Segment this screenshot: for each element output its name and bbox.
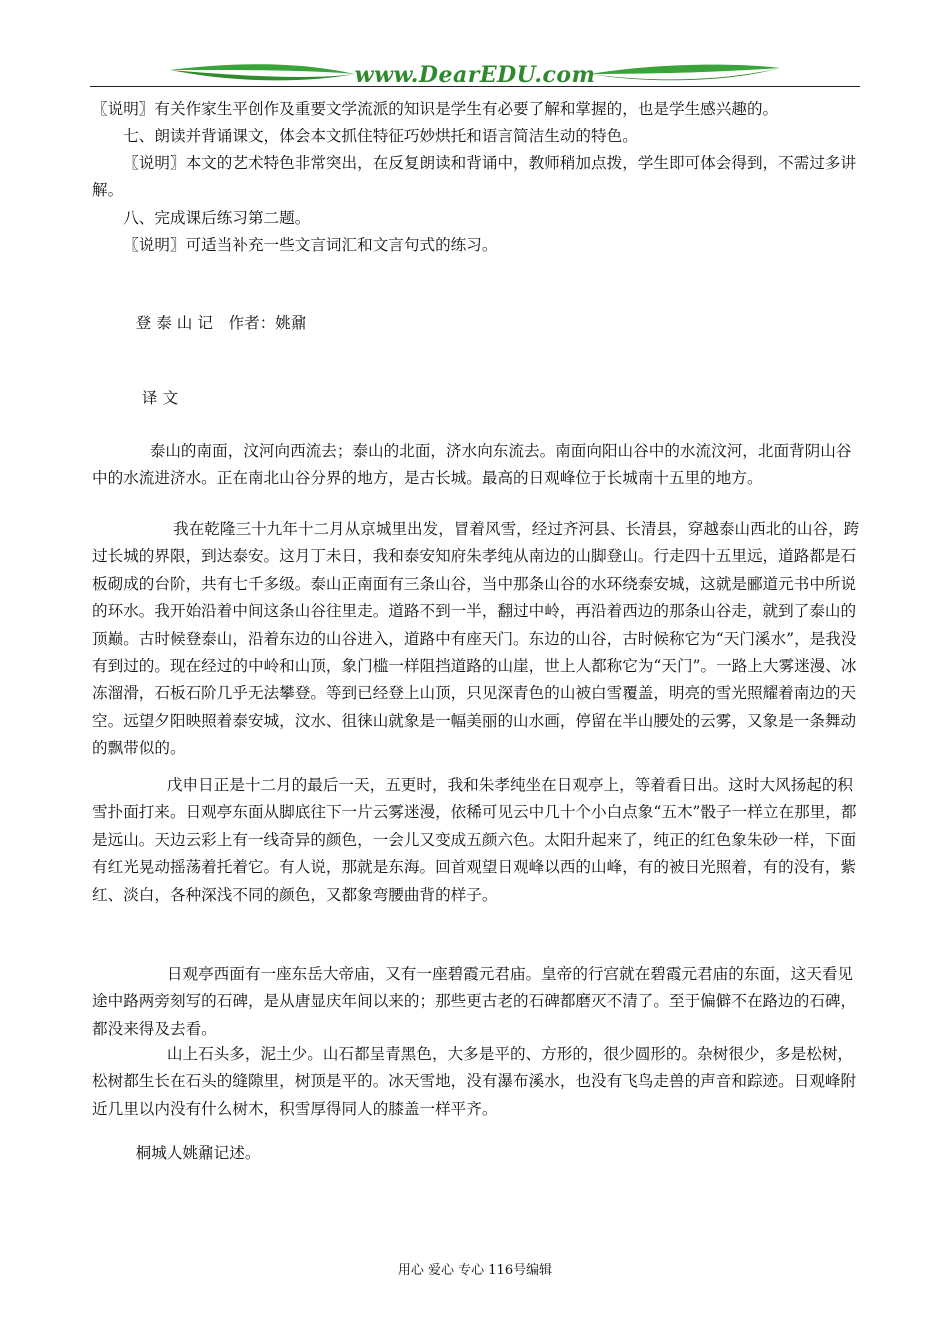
step-seven: 七、朗读并背诵课文，体会本文抓住特征巧妙烘托和语言简洁生动的特色。: [123, 127, 638, 145]
translation-paragraph-3: 戊申日正是十二月的最后一天，五更时，我和朱孝纯坐在日观亭上，等着看日出。这时大风扬起的积雪扑面打来。日观亭东面从脚底往下一片云雾迷漫，依稀可见云中几十个小白点象“五木”骰子一样立在那里，都是远山。天边云彩上有一线奇异的颜色，一会儿又变成五颜六色。太阳升起来了，纯正的红色象朱砂一样，下面有红光晃动摇荡着托着它。有人说，那就是东海。回首观望日观峰以西的山峰，有的被日光照着，有的没有，紫红、淡白，各种深浅不同的颜色，又都象弯腰曲背的样子。: [92, 776, 857, 904]
note-paragraph-1: 〖说明〗有关作家生平创作及重要文学流派的知识是学生有必要了解和掌握的，也是学生感兴趣的。: [92, 100, 779, 118]
translation-paragraph-5: 山上石头多，泥土少。山石都呈青黑色，大多是平的、方形的，很少圆形的。杂树很少，多是松树，松树都生长在石头的缝隙里，树顶是平的。冰天雪地，没有瀑布溪水，也没有飞鸟走兽的声音和踪迹。日观峰附近几里以内没有什么树木，积雪厚得同人的膝盖一样平齐。: [92, 1045, 857, 1118]
translation-paragraph-2: 我在乾隆三十九年十二月从京城里出发，冒着风雪，经过齐河县、长清县，穿越泰山西北的山谷，跨过长城的界限，到达泰安。这月丁未日，我和泰安知府朱孝纯从南边的山脚登山。行走四十五里远，道路都是石板砌成的台阶，共有七千多级。泰山正南面有三条山谷，当中那条山谷的水环绕泰安城，这就是郦道元书中所说的环水。我开始沿着中间这条山谷往里走。道路不到一半，翻过中岭，再沿着西边的那条山谷走，就到了泰山的顶巅。古时候登泰山，沿着东边的山谷进入，道路中有座天门。东边的山谷，古时候称它为“天门溪水”，是我没有到过的。现在经过的中岭和山顶，象门槛一样阻挡道路的山崖，世上人都称它为“天门”。一路上大雾迷漫、冰冻溜滑，石板石阶几乎无法攀登。等到已经登上山顶，只见深青色的山被白雪覆盖，明亮的雪光照耀着南边的天空。远望夕阳映照着泰安城，汶水、徂徕山就象是一幅美丽的山水画，停留在半山腰处的云雾，又象是一条舞动的飘带似的。: [92, 520, 860, 758]
translation-paragraph-1: 泰山的南面，汶河向西流去；泰山的北面，济水向东流去。南面向阳山谷中的水流汶河，北面背阴山谷中的水流进济水。正在南北山谷分界的地方，是古长城。最高的日观峰位于长城南十五里的地方。: [92, 442, 852, 488]
note-paragraph-3: 〖说明〗可适当补充一些文言词汇和文言句式的练习。: [123, 236, 498, 254]
closing-signature: 桐城人姚鼐记述。: [135, 1144, 261, 1162]
step-eight: 八、完成课后练习第二题。: [123, 209, 311, 227]
note-paragraph-2: 〖说明〗本文的艺术特色非常突出，在反复朗读和背诵中，教师稍加点拨，学生即可体会得到，不需过多讲解。: [92, 154, 857, 200]
site-url: www.DearEDU.com: [354, 62, 596, 88]
header-divider: [90, 86, 860, 87]
essay-title: 登 泰 山 记 作者：姚鼐: [135, 314, 307, 332]
translation-paragraph-4: 日观亭西面有一座东岳大帝庙，又有一座碧霞元君庙。皇帝的行宫就在碧霞元君庙的东面，这天看见途中路两旁刻写的石碑，是从唐显庆年间以来的；那些更古老的石碑都磨灭不清了。至于偏僻不在路边的石碑，都没来得及去看。: [92, 965, 857, 1038]
translation-heading: 译 文: [141, 389, 179, 407]
page-footer: 用心 爱心 专心 116号编辑: [397, 1263, 553, 1278]
